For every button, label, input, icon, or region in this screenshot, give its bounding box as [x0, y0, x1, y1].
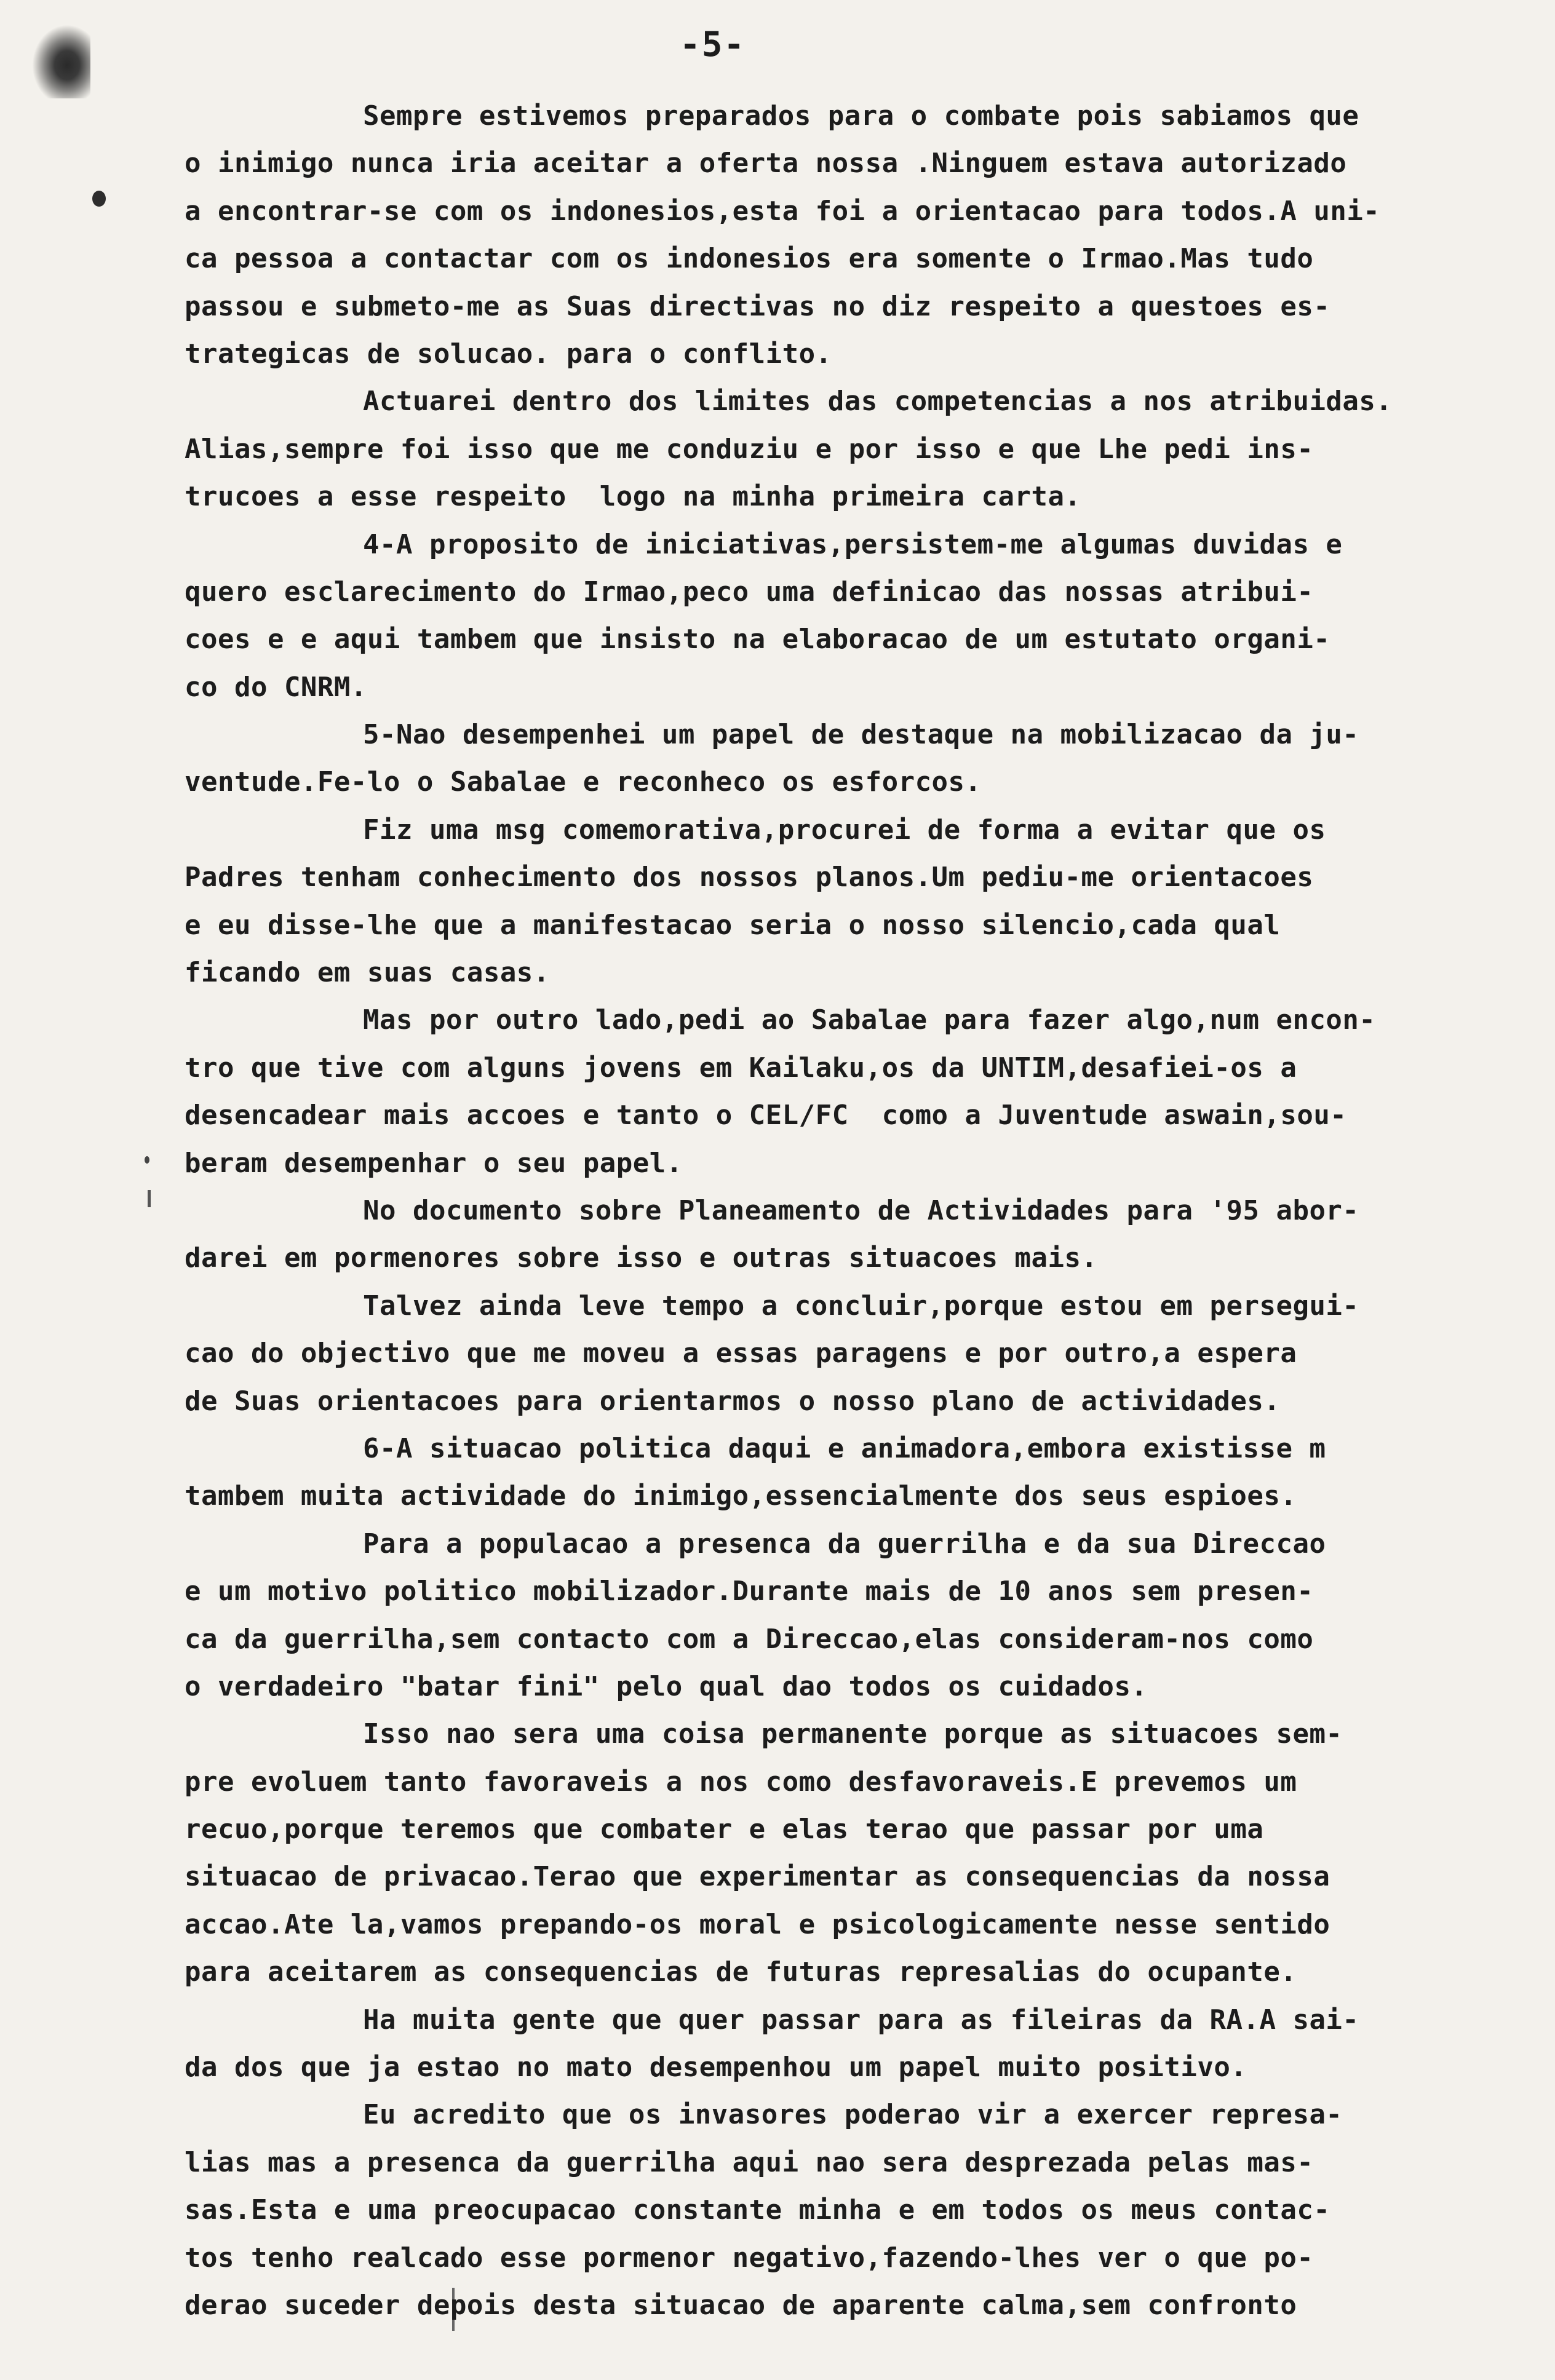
text-line: co do CNRM. — [185, 671, 367, 703]
text-line: tos tenho realcado esse pormenor negativo,fazendo-lhes ver o que po- — [185, 2242, 1314, 2274]
text-line: tambem muita actividade do inimigo,essencialmente dos seus espioes. — [185, 1480, 1297, 1512]
text-line: o verdadeiro "batar fini" pelo qual dao todos os cuidados. — [185, 1670, 1148, 1702]
text-line: pre evoluem tanto favoraveis a nos como desfavoraveis.E prevemos um — [185, 1766, 1297, 1798]
text-line: Eu acredito que os invasores poderao vir a exercer represa- — [363, 2099, 1343, 2131]
ink-spot — [145, 1156, 149, 1164]
text-line: situacao de privacao.Terao que experimentar as consequencias da nossa — [185, 1861, 1330, 1893]
text-line: ca da guerrilha,sem contacto com a Direccao,elas consideram-nos como — [185, 1623, 1314, 1655]
text-line: a encontrar-se com os indonesios,esta foi a orientacao para todos.A uni- — [185, 195, 1380, 227]
text-line: trategicas de solucao. para o conflito. — [185, 338, 832, 370]
text-line: Talvez ainda leve tempo a concluir,porque estou em persegui- — [363, 1290, 1359, 1322]
text-line: derao suceder depois desta situacao de aparente calma,sem confronto — [185, 2289, 1297, 2321]
text-line: e eu disse-lhe que a manifestacao seria o nosso silencio,cada qual — [185, 909, 1281, 941]
ink-spot — [92, 191, 106, 207]
text-line: Sempre estivemos preparados para o combate pois sabiamos que — [363, 100, 1359, 132]
text-line: cao do objectivo que me moveu a essas paragens e por outro,a espera — [185, 1338, 1297, 1370]
ink-blot — [32, 25, 90, 98]
text-line: trucoes a esse respeito logo na minha primeira carta. — [185, 481, 1081, 513]
text-line: accao.Ate la,vamos prepando-os moral e psicologicamente nesse sentido — [185, 1908, 1330, 1940]
ink-spot — [148, 1190, 151, 1207]
text-line: ca pessoa a contactar com os indonesios era somente o Irmao.Mas tudo — [185, 243, 1314, 275]
text-line: de Suas orientacoes para orientarmos o nosso plano de actividades. — [185, 1385, 1281, 1417]
text-line: beram desempenhar o seu papel. — [185, 1147, 683, 1179]
text-line: Alias,sempre foi isso que me conduziu e por isso e que Lhe pedi ins- — [185, 433, 1314, 465]
text-line: passou e submeto-me as Suas directivas no diz respeito a questoes es- — [185, 290, 1330, 322]
text-line: Padres tenham conhecimento dos nossos planos.Um pediu-me orientacoes — [185, 862, 1314, 894]
letter-body — [185, 92, 1525, 2329]
text-line: Mas por outro lado,pedi ao Sabalae para fazer algo,num encon- — [363, 1004, 1376, 1036]
text-line: recuo,porque teremos que combater e elas terao que passar por uma — [185, 1814, 1264, 1846]
text-line: darei em pormenores sobre isso e outras situacoes mais. — [185, 1242, 1098, 1274]
text-line: ventude.Fe-lo o Sabalae e reconheco os esforcos. — [185, 766, 982, 798]
text-line: coes e e aqui tambem que insisto na elaboracao de um estutato organi- — [185, 624, 1330, 656]
text-line: e um motivo politico mobilizador.Durante mais de 10 anos sem presen- — [185, 1576, 1314, 1608]
text-line: quero esclarecimento do Irmao,peco uma definicao das nossas atribui- — [185, 576, 1314, 608]
text-line: da dos que ja estao no mato desempenhou um papel muito positivo. — [185, 2052, 1247, 2084]
text-line: 4-A proposito de iniciativas,persistem-me algumas duvidas e — [363, 528, 1343, 560]
text-line: lias mas a presenca da guerrilha aqui nao sera desprezada pelas mas- — [185, 2146, 1314, 2178]
text-line: No documento sobre Planeamento de Actividades para '95 abor- — [363, 1194, 1359, 1226]
text-line: 5-Nao desempenhei um papel de destaque na mobilizacao da ju- — [363, 719, 1359, 751]
text-line: Para a populacao a presenca da guerrilha e da sua Direccao — [363, 1528, 1326, 1560]
text-line: sas.Esta e uma preocupacao constante minha e em todos os meus contac- — [185, 2194, 1330, 2226]
text-line: Ha muita gente que quer passar para as fileiras da RA.A sai- — [363, 2004, 1359, 2036]
text-line: ficando em suas casas. — [185, 957, 550, 989]
text-line: para aceitarem as consequencias de futuras represalias do ocupante. — [185, 1956, 1297, 1988]
text-line: tro que tive com alguns jovens em Kailaku,os da UNTIM,desafiei-os a — [185, 1052, 1297, 1084]
text-line: Fiz uma msg comemorativa,procurei de forma a evitar que os — [363, 814, 1326, 846]
text-line: Isso nao sera uma coisa permanente porque as situacoes sem- — [363, 1718, 1343, 1750]
text-line: desencadear mais accoes e tanto o CEL/FC como a Juventude aswain,sou- — [185, 1100, 1347, 1132]
text-line: o inimigo nunca iria aceitar a oferta nossa .Ninguem estava autorizado — [185, 148, 1347, 180]
text-line: Actuarei dentro dos limites das competencias a nos atribuidas. — [363, 386, 1393, 418]
page-number: -5- — [680, 25, 746, 65]
text-line: 6-A situacao politica daqui e animadora,embora existisse m — [363, 1432, 1326, 1464]
